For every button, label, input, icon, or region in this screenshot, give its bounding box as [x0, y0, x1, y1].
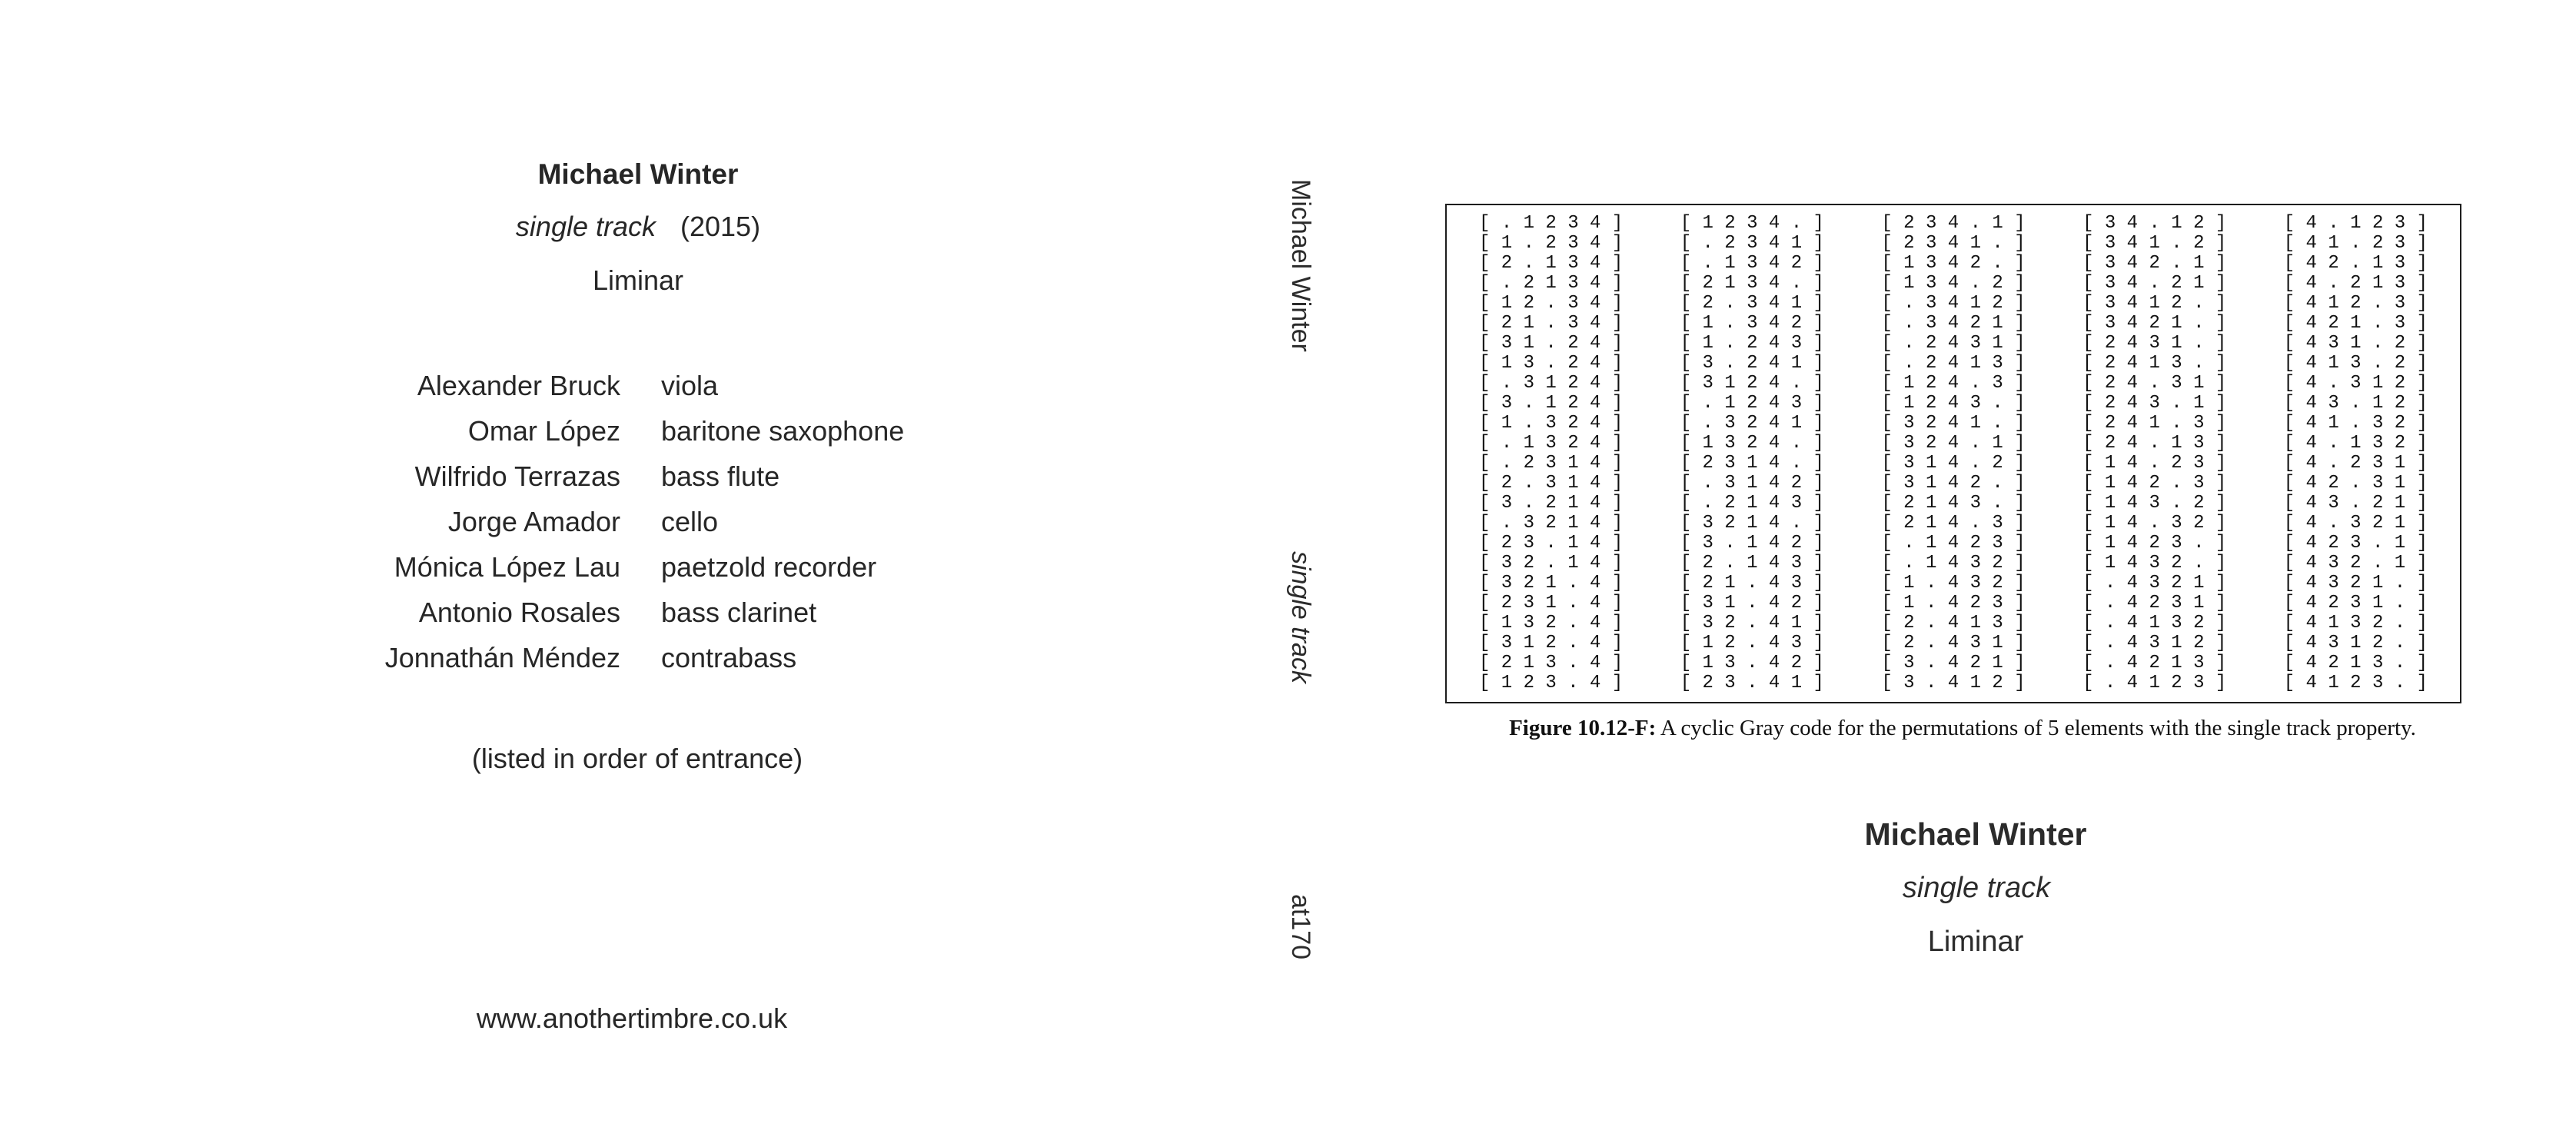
spine-work-title: single track [1286, 551, 1315, 683]
permutation-row: [ 2 . 3 4 1 ] [1680, 293, 1824, 314]
permutation-row: [ 2 1 4 3 . ] [1881, 493, 2026, 514]
permutation-figure-box [1445, 204, 2461, 703]
permutation-row: [ 1 3 . 4 2 ] [1680, 653, 1824, 673]
performer-instrument: viola [661, 370, 719, 401]
permutation-row: [ 1 3 4 . 2 ] [1881, 273, 2026, 294]
permutation-row: [ 3 2 1 4 . ] [1680, 513, 1824, 534]
permutation-row: [ 4 2 3 1 . ] [2283, 593, 2428, 613]
permutation-row: [ 1 . 4 2 3 ] [1881, 593, 2026, 613]
permutation-row: [ 3 2 1 . 4 ] [1479, 573, 1624, 593]
permutation-row: [ 2 . 4 3 1 ] [1881, 633, 2026, 653]
performer-instruments-column [661, 363, 904, 680]
permutation-row: [ 4 1 . 2 3 ] [2283, 233, 2428, 254]
permutation-row: [ 4 . 1 3 2 ] [2283, 433, 2428, 454]
permutation-row: [ 2 . 4 1 3 ] [1881, 613, 2026, 633]
permutation-row: [ 2 4 3 . 1 ] [2082, 393, 2227, 414]
permutation-row: [ 3 . 1 2 4 ] [1479, 393, 1624, 414]
permutation-row: [ 3 . 1 4 2 ] [1680, 533, 1824, 554]
work-title-line [516, 211, 760, 243]
permutation-row: [ 2 1 . 3 4 ] [1479, 313, 1624, 334]
permutation-row: [ 1 4 . 2 3 ] [2082, 453, 2227, 474]
permutation-row: [ 3 4 2 1 . ] [2082, 313, 2227, 334]
permutation-row: [ 4 3 . 2 1 ] [2283, 493, 2428, 514]
permutation-row: [ . 1 2 3 4 ] [1479, 213, 1624, 234]
work-title: single track [515, 211, 656, 242]
permutation-row: [ . 1 4 3 2 ] [1881, 553, 2026, 573]
permutation-row: [ 1 . 2 4 3 ] [1680, 333, 1824, 354]
permutation-row: [ 2 3 . 1 4 ] [1479, 533, 1624, 554]
permutation-row: [ . 1 4 2 3 ] [1881, 533, 2026, 554]
permutation-row: [ 4 2 1 . 3 ] [2283, 313, 2428, 334]
permutation-column-2 [1680, 214, 1824, 693]
permutation-row: [ 2 3 1 . 4 ] [1479, 593, 1624, 613]
permutation-row: [ 3 4 . 2 1 ] [2082, 273, 2227, 294]
permutation-row: [ 3 1 2 4 . ] [1680, 373, 1824, 394]
permutation-row: [ 4 1 3 . 2 ] [2283, 353, 2428, 374]
permutation-row: [ 1 2 4 3 . ] [1881, 393, 2026, 414]
permutation-row: [ 4 3 2 . 1 ] [2283, 553, 2428, 573]
performer-instrument: bass flute [661, 460, 780, 492]
permutation-row: [ 3 2 4 . 1 ] [1881, 433, 2026, 454]
permutation-row: [ . 4 3 2 1 ] [2082, 573, 2227, 593]
performer-name: Jonnathán Méndez [384, 642, 620, 673]
permutation-row: [ 3 2 . 1 4 ] [1479, 553, 1624, 573]
permutation-row: [ 2 1 4 . 3 ] [1881, 513, 2026, 534]
permutation-row: [ 1 2 3 4 . ] [1680, 213, 1824, 234]
permutation-row: [ . 4 1 3 2 ] [2082, 613, 2227, 633]
permutation-row: [ 2 3 4 . 1 ] [1881, 213, 2026, 234]
permutation-row: [ 3 1 . 2 4 ] [1479, 333, 1624, 354]
performer-instrument: cello [661, 506, 719, 537]
performer-instrument: contrabass [661, 642, 797, 673]
permutation-row: [ . 2 4 1 3 ] [1881, 353, 2026, 374]
spine-catalog-number: at170 [1286, 894, 1315, 960]
performer-name: Jorge Amador [447, 506, 620, 537]
permutation-row: [ . 3 2 4 1 ] [1680, 413, 1824, 434]
permutation-row: [ 2 . 1 4 3 ] [1680, 553, 1824, 573]
entrance-order-note: (listed in order of entrance) [471, 743, 803, 774]
permutation-row: [ 3 4 2 . 1 ] [2082, 253, 2227, 274]
artist-name: Michael Winter [537, 158, 739, 190]
permutation-row: [ 1 2 3 . 4 ] [1479, 673, 1624, 693]
performer-instrument: paetzold recorder [661, 551, 877, 583]
cover-work-title: single track [1902, 872, 2051, 904]
performer-name: Mónica López Lau [394, 551, 620, 583]
permutation-column-3 [1881, 214, 2025, 693]
permutation-row: [ 1 . 4 3 2 ] [1881, 573, 2026, 593]
performer-name: Omar López [467, 415, 620, 447]
permutation-row: [ . 2 3 4 1 ] [1680, 233, 1824, 254]
permutation-row: [ 4 1 2 . 3 ] [2283, 293, 2428, 314]
permutation-row: [ . 4 1 2 3 ] [2082, 673, 2227, 693]
performer-instrument: bass clarinet [661, 597, 817, 628]
permutation-row: [ 2 . 3 1 4 ] [1479, 473, 1624, 494]
permutation-row: [ 4 3 1 . 2 ] [2283, 333, 2428, 354]
performer-name: Alexander Bruck [417, 370, 620, 401]
spine-artist: Michael Winter [1286, 179, 1315, 352]
work-year: (2015) [680, 211, 761, 242]
permutation-row: [ 1 4 2 . 3 ] [2082, 473, 2227, 494]
permutation-row: [ 4 . 3 2 1 ] [2283, 513, 2428, 534]
permutation-row: [ 4 3 . 1 2 ] [2283, 393, 2428, 414]
figure-caption [1509, 716, 2416, 741]
permutation-column-5 [2284, 214, 2428, 693]
permutation-row: [ 2 3 4 1 . ] [1881, 233, 2026, 254]
permutation-row: [ . 4 2 1 3 ] [2082, 653, 2227, 673]
permutation-row: [ 1 3 2 4 . ] [1680, 433, 1824, 454]
permutation-row: [ 3 . 4 2 1 ] [1881, 653, 2026, 673]
permutation-row: [ 4 2 3 . 1 ] [2283, 533, 2428, 554]
permutation-row: [ 3 4 . 1 2 ] [2082, 213, 2227, 234]
figure-caption-text: A cyclic Gray code for the permutations of 5 elements with the single track property. [1656, 716, 2416, 740]
performer-name: Wilfrido Terrazas [414, 460, 620, 492]
permutation-row: [ 3 1 2 . 4 ] [1479, 633, 1624, 653]
permutation-column-1 [1479, 214, 1623, 693]
permutation-row: [ 4 3 1 2 . ] [2283, 633, 2428, 653]
permutation-row: [ . 1 2 4 3 ] [1680, 393, 1824, 414]
permutation-row: [ 2 1 3 . 4 ] [1479, 653, 1624, 673]
performer-name: Antonio Rosales [418, 597, 620, 628]
permutation-row: [ 1 3 2 . 4 ] [1479, 613, 1624, 633]
permutation-row: [ 4 . 1 2 3 ] [2283, 213, 2428, 234]
permutation-row: [ . 4 2 3 1 ] [2082, 593, 2227, 613]
permutation-row: [ . 3 2 1 4 ] [1479, 513, 1624, 534]
permutation-row: [ 4 . 2 1 3 ] [2283, 273, 2428, 294]
permutation-row: [ 4 . 2 3 1 ] [2283, 453, 2428, 474]
permutation-row: [ . 3 4 2 1 ] [1881, 313, 2026, 334]
permutation-row: [ 3 1 . 4 2 ] [1680, 593, 1824, 613]
permutation-row: [ . 2 3 1 4 ] [1479, 453, 1624, 474]
permutation-row: [ 3 4 1 . 2 ] [2082, 233, 2227, 254]
permutation-row: [ 1 . 2 3 4 ] [1479, 233, 1624, 254]
permutation-row: [ 3 1 4 2 . ] [1881, 473, 2026, 494]
permutation-row: [ . 3 1 4 2 ] [1680, 473, 1824, 494]
permutation-row: [ 4 1 2 3 . ] [2283, 673, 2428, 693]
permutation-row: [ 2 1 . 4 3 ] [1680, 573, 1824, 593]
permutation-row: [ 1 3 . 2 4 ] [1479, 353, 1624, 374]
permutation-row: [ . 1 3 4 2 ] [1680, 253, 1824, 274]
ensemble-name: Liminar [592, 264, 684, 296]
permutation-row: [ . 2 1 3 4 ] [1479, 273, 1624, 294]
figure-caption-label: Figure 10.12-F: [1509, 716, 1657, 740]
performer-names-column [0, 363, 620, 680]
permutation-row: [ 3 . 4 1 2 ] [1881, 673, 2026, 693]
permutation-row: [ . 2 4 3 1 ] [1881, 333, 2026, 354]
permutation-row: [ 1 2 . 3 4 ] [1479, 293, 1624, 314]
permutation-row: [ 3 2 . 4 1 ] [1680, 613, 1824, 633]
permutation-row: [ 1 4 3 2 . ] [2082, 553, 2227, 573]
permutation-row: [ 4 2 . 3 1 ] [2283, 473, 2428, 494]
permutation-row: [ 2 4 1 . 3 ] [2082, 413, 2227, 434]
permutation-row: [ 4 3 2 1 . ] [2283, 573, 2428, 593]
permutation-row: [ 4 2 1 3 . ] [2283, 653, 2428, 673]
permutation-row: [ 1 4 3 . 2 ] [2082, 493, 2227, 514]
permutation-row: [ 2 4 . 1 3 ] [2082, 433, 2227, 454]
permutation-row: [ 3 . 2 4 1 ] [1680, 353, 1824, 374]
permutation-column-4 [2082, 214, 2226, 693]
permutation-row: [ 4 2 . 1 3 ] [2283, 253, 2428, 274]
cover-ensemble-name: Liminar [1927, 926, 2024, 958]
permutation-row: [ 2 4 . 3 1 ] [2082, 373, 2227, 394]
permutation-row: [ 3 1 4 . 2 ] [1881, 453, 2026, 474]
permutation-row: [ 2 3 . 4 1 ] [1680, 673, 1824, 693]
permutation-row: [ 1 2 4 . 3 ] [1881, 373, 2026, 394]
permutation-row: [ . 1 3 2 4 ] [1479, 433, 1624, 454]
permutation-row: [ 4 . 3 1 2 ] [2283, 373, 2428, 394]
permutation-row: [ 2 4 1 3 . ] [2082, 353, 2227, 374]
permutation-row: [ 1 3 4 2 . ] [1881, 253, 2026, 274]
permutation-row: [ 1 . 3 4 2 ] [1680, 313, 1824, 334]
permutation-row: [ 2 4 3 1 . ] [2082, 333, 2227, 354]
permutation-row: [ 1 4 2 3 . ] [2082, 533, 2227, 554]
permutation-row: [ 3 . 2 1 4 ] [1479, 493, 1624, 514]
label-website-url: www.anothertimbre.co.uk [476, 1002, 788, 1034]
permutation-row: [ 2 3 1 4 . ] [1680, 453, 1824, 474]
performer-instrument: baritone saxophone [661, 415, 905, 447]
permutation-row: [ . 3 1 2 4 ] [1479, 373, 1624, 394]
permutation-row: [ . 2 1 4 3 ] [1680, 493, 1824, 514]
permutation-row: [ 1 . 3 2 4 ] [1479, 413, 1624, 434]
permutation-row: [ . 3 4 1 2 ] [1881, 293, 2026, 314]
permutation-row: [ 2 . 1 3 4 ] [1479, 253, 1624, 274]
permutation-row: [ 4 1 3 2 . ] [2283, 613, 2428, 633]
permutation-row: [ 3 2 4 1 . ] [1881, 413, 2026, 434]
permutation-row: [ 4 1 . 3 2 ] [2283, 413, 2428, 434]
permutation-row: [ 1 2 . 4 3 ] [1680, 633, 1824, 653]
permutation-row: [ 1 4 . 3 2 ] [2082, 513, 2227, 534]
cover-artist-name: Michael Winter [1864, 816, 2087, 852]
permutation-row: [ 3 4 1 2 . ] [2082, 293, 2227, 314]
permutation-row: [ . 4 3 1 2 ] [2082, 633, 2227, 653]
permutation-row: [ 2 1 3 4 . ] [1680, 273, 1824, 294]
